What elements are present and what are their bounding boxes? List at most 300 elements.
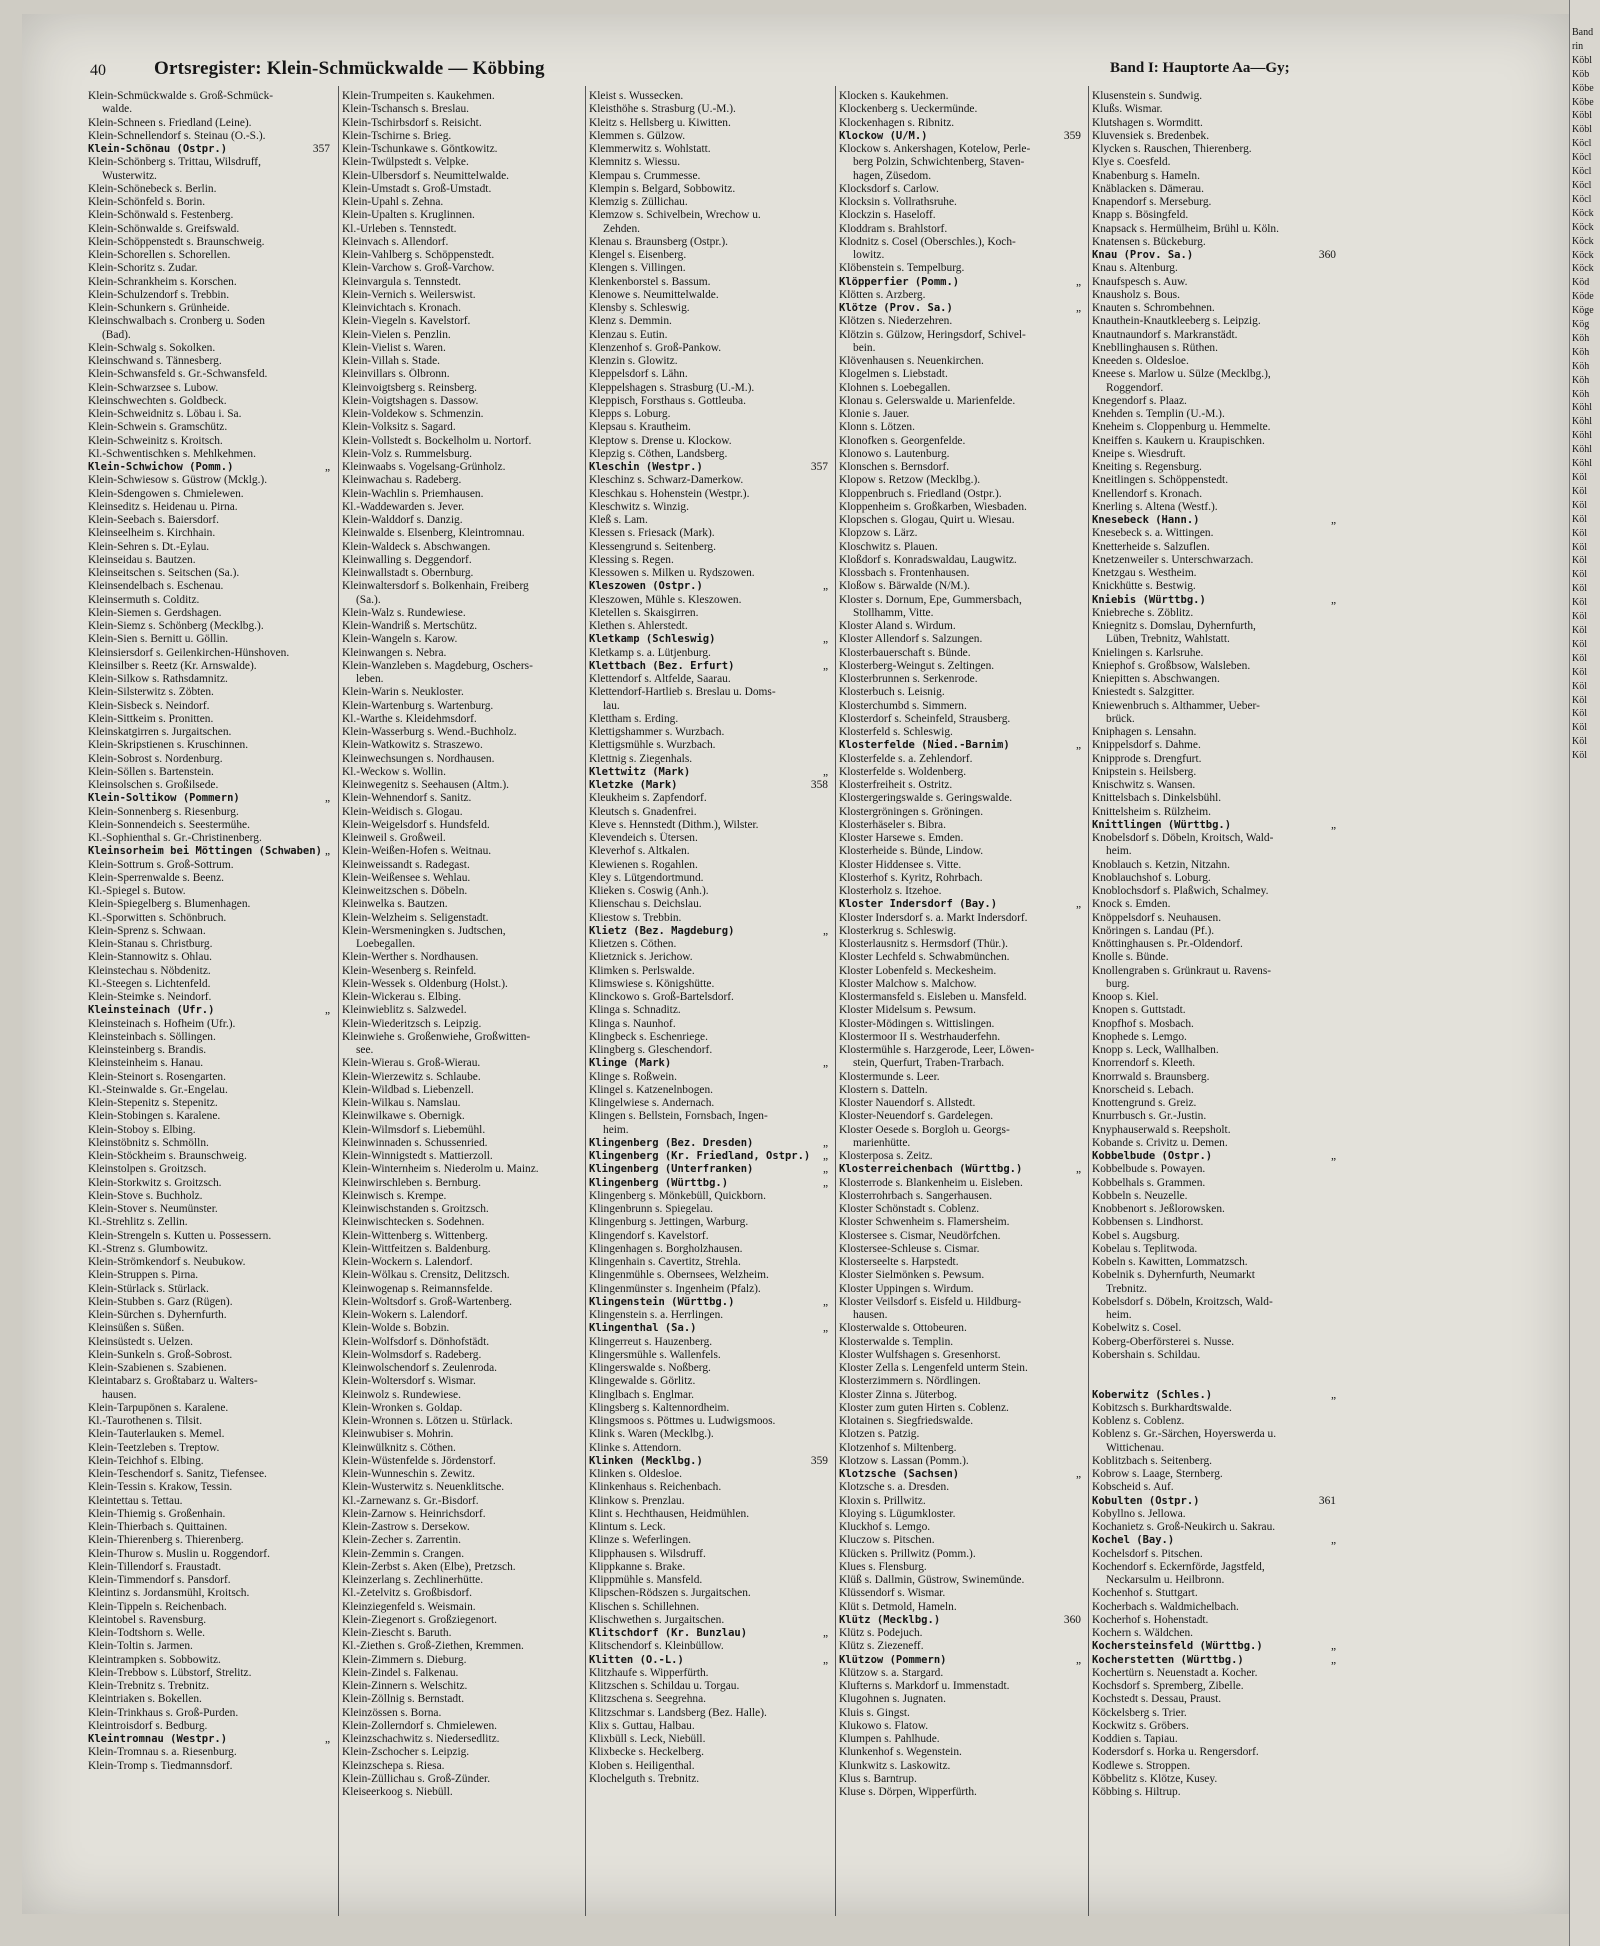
entry-text: Kloster Lobenfeld s. Meckesheim. bbox=[839, 964, 997, 977]
entry-text: Klingsberg s. Kaltennordheim. bbox=[589, 1401, 730, 1414]
index-entry bbox=[589, 978, 832, 991]
index-entry bbox=[589, 647, 832, 660]
entry-text: Klietznick s. Jerichow. bbox=[589, 951, 693, 964]
entry-text: Kleinschwechten s. Goldbeck. bbox=[88, 394, 227, 407]
index-entry bbox=[839, 832, 1085, 845]
index-entry bbox=[839, 1561, 1085, 1574]
entry-text: Klütz (Mecklbg.) bbox=[839, 1613, 941, 1626]
entry-text: Klein-Wersmeningken s. Judtschen, bbox=[342, 924, 506, 937]
entry-text: Kleinwischstanden s. Groitzsch. bbox=[342, 1203, 489, 1215]
page-reference: „ bbox=[1075, 1163, 1081, 1176]
index-entry bbox=[839, 806, 1085, 819]
entry-text: Klostergröningen s. Gröningen. bbox=[839, 805, 984, 818]
entry-text: Klunkenhof s. Wegenstein. bbox=[839, 1746, 962, 1759]
entry-text: Kloster s. Dornum, Epe, Gummersbach, bbox=[839, 593, 1022, 606]
entry-text: Kleinwangen s. Nebra. bbox=[342, 646, 447, 659]
entry-text: Klempin s. Belgard, Sobbowitz. bbox=[589, 182, 736, 195]
entry-text: Klye s. Coesfeld. bbox=[1092, 156, 1171, 169]
strip-fragment: Köl bbox=[1572, 485, 1587, 497]
index-entry bbox=[1092, 1601, 1340, 1614]
index-entry bbox=[88, 395, 334, 408]
entry-text: Klostermansfeld s. Eisleben u. Mansfeld. bbox=[839, 991, 1027, 1003]
index-entry bbox=[589, 1322, 832, 1335]
index-entry bbox=[839, 276, 1085, 289]
strip-fragment: Köb bbox=[1572, 68, 1590, 80]
strip-fragment: Köbl bbox=[1572, 124, 1592, 136]
page-reference: „ bbox=[822, 1322, 828, 1335]
entry-text: Kleszowen, Mühle s. Kleszowen. bbox=[589, 593, 742, 606]
entry-text: Klostermoor II s. Westrhauderfehn. bbox=[839, 1030, 1001, 1043]
entry-text: Klettigshammer s. Wurzbach. bbox=[589, 726, 725, 738]
index-entry bbox=[839, 1786, 1085, 1799]
entry-text: Klein-Wierau s. Groß-Wierau. bbox=[342, 1057, 481, 1070]
entry-text: Knollengraben s. Grünkraut u. Ravens- bbox=[1092, 964, 1272, 977]
index-entry bbox=[589, 1177, 832, 1190]
entry-text: Kochelsdorf s. Pitschen. bbox=[1092, 1547, 1203, 1560]
entry-text: Klugohnen s. Jugnaten. bbox=[839, 1693, 946, 1706]
index-entry bbox=[1092, 832, 1340, 845]
entry-text: Klein-Sdengowen s. Chmielewen. bbox=[88, 487, 244, 500]
index-entry bbox=[589, 1150, 832, 1163]
index-entry bbox=[342, 700, 582, 713]
index-entry bbox=[1092, 395, 1340, 408]
index-entry bbox=[1092, 991, 1340, 1004]
index-entry bbox=[589, 567, 832, 580]
entry-text: Kl.-Steinwalde s. Gr.-Engelau. bbox=[88, 1083, 228, 1096]
entry-text: (Sa.). bbox=[356, 593, 381, 606]
entry-text: Kleinweitzschen s. Döbeln. bbox=[342, 885, 468, 897]
entry-text: Klingenmühle s. Obernsees, Welzheim. bbox=[589, 1269, 769, 1282]
entry-text: Klein-Vahlberg s. Schöppenstedt. bbox=[342, 249, 495, 261]
entry-text: Klosterbauerschaft s. Bünde. bbox=[839, 646, 971, 659]
index-entry bbox=[1092, 329, 1340, 342]
entry-text: Klein-Stannowitz s. Ohlau. bbox=[88, 951, 213, 964]
index-entry bbox=[839, 1283, 1085, 1296]
entry-text: Klewienen s. Rogahlen. bbox=[589, 858, 698, 871]
index-entry bbox=[88, 1428, 334, 1441]
entry-text: Klockow s. Ankershagen, Kotelow, Perle- bbox=[839, 143, 1031, 155]
entry-text: Klonn s. Lötzen. bbox=[839, 421, 915, 434]
entry-text: Klein-Wasserburg s. Wend.-Buchholz. bbox=[342, 726, 517, 738]
index-entry bbox=[589, 673, 832, 686]
index-entry bbox=[342, 368, 582, 381]
entry-text: Kluckhof s. Lemgo. bbox=[839, 1521, 931, 1533]
index-entry bbox=[88, 673, 334, 686]
index-entry bbox=[839, 753, 1085, 766]
index-entry bbox=[839, 488, 1085, 501]
index-entry bbox=[1092, 1534, 1340, 1547]
index-entry bbox=[839, 1110, 1085, 1123]
entry-text: Kobelwitz s. Cosel. bbox=[1092, 1322, 1182, 1335]
index-entry bbox=[88, 1627, 334, 1640]
index-entry bbox=[1092, 1508, 1340, 1521]
index-entry bbox=[1092, 1402, 1340, 1415]
entry-text: Klein-Sürchen s. Dyhernfurth. bbox=[88, 1309, 227, 1321]
index-entry bbox=[1092, 1548, 1340, 1561]
index-entry bbox=[589, 1362, 832, 1375]
entry-text: stein, Querfurt, Traben-Trarbach. bbox=[853, 1057, 1005, 1070]
index-entry bbox=[1092, 488, 1340, 501]
index-entry bbox=[88, 1137, 334, 1150]
entry-text: Kobbelbude s. Powayen. bbox=[1092, 1163, 1206, 1176]
strip-fragment: Köhl bbox=[1572, 416, 1592, 428]
index-entry bbox=[88, 1521, 334, 1534]
entry-text: Kloppenheim s. Großkarben, Wiesbaden. bbox=[839, 500, 1027, 513]
index-entry bbox=[88, 1561, 334, 1574]
index-entry bbox=[88, 302, 334, 315]
entry-text: Klein-Wilmsdorf s. Liebemühl. bbox=[342, 1123, 486, 1136]
index-entry bbox=[1092, 117, 1340, 130]
entry-text: Klein-Walddorf s. Danzig. bbox=[342, 514, 463, 526]
entry-text: Knipprode s. Drengfurt. bbox=[1092, 752, 1202, 765]
index-entry bbox=[839, 289, 1085, 302]
index-entry bbox=[839, 1574, 1085, 1587]
entry-text: Knorrendorf s. Kleeth. bbox=[1092, 1057, 1196, 1070]
entry-text: Klotzsche s. a. Dresden. bbox=[839, 1481, 950, 1494]
index-entry bbox=[1092, 1362, 1340, 1375]
index-entry bbox=[342, 633, 582, 646]
index-entry bbox=[839, 1760, 1085, 1773]
entry-text: Knapp s. Bösingfeld. bbox=[1092, 209, 1189, 222]
entry-text: Knielingen s. Karlsruhe. bbox=[1092, 646, 1204, 659]
index-entry bbox=[839, 448, 1085, 461]
entry-text: Klein-Tschansch s. Breslau. bbox=[342, 103, 469, 116]
entry-text: Kleppelshagen s. Strasburg (U.-M.). bbox=[589, 381, 755, 394]
entry-text: Knatensen s. Bückeburg. bbox=[1092, 235, 1206, 248]
index-column-3 bbox=[589, 90, 832, 1920]
page-reference: „ bbox=[324, 461, 330, 473]
entry-text: Klingewalde s. Görlitz. bbox=[589, 1375, 696, 1388]
entry-text: Klein-Schwansfeld s. Gr.-Schwansfeld. bbox=[88, 368, 268, 381]
index-entry bbox=[342, 872, 582, 885]
index-entry bbox=[1092, 1084, 1340, 1097]
entry-text: Kleinschwalbach s. Cronberg u. Soden bbox=[88, 315, 265, 328]
entry-text: Kloster zum guten Hirten s. Coblenz. bbox=[839, 1401, 1009, 1414]
entry-text: Kleinsorheim bei Möttingen (Schwaben) bbox=[88, 845, 322, 858]
entry-text: Kleinstöbnitz s. Schmölln. bbox=[88, 1136, 209, 1149]
index-entry bbox=[839, 819, 1085, 832]
entry-text: Kochanietz s. Groß-Neukirch u. Sakrau. bbox=[1092, 1521, 1276, 1533]
index-entry bbox=[589, 1216, 832, 1229]
entry-text: Kleintromnau (Westpr.) bbox=[88, 1733, 228, 1745]
entry-text: Klosterrode s. Blankenheim u. Eisleben. bbox=[839, 1176, 1023, 1189]
page-reference: „ bbox=[1075, 1468, 1081, 1480]
entry-text: Klein-Sprenz s. Schwaan. bbox=[88, 924, 206, 937]
entry-text: Klein-Upalten s. Kruglinnen. bbox=[342, 209, 475, 222]
index-entry bbox=[589, 342, 832, 355]
index-entry bbox=[589, 395, 832, 408]
entry-text: Klockow (U/M.) bbox=[839, 129, 928, 142]
index-entry bbox=[1092, 1163, 1340, 1176]
index-entry bbox=[88, 567, 334, 580]
entry-text: Köckelsberg s. Trier. bbox=[1092, 1706, 1187, 1719]
index-entry bbox=[1092, 1018, 1340, 1031]
strip-fragment: Köcl bbox=[1572, 193, 1592, 205]
index-entry bbox=[342, 408, 582, 421]
entry-text: Kluis s. Gingst. bbox=[839, 1706, 910, 1719]
entry-text: Kloster Malchow s. Malchow. bbox=[839, 977, 977, 990]
index-entry bbox=[88, 156, 334, 169]
strip-fragment: Köcl bbox=[1572, 166, 1592, 178]
index-entry bbox=[1092, 1375, 1340, 1388]
entry-text: Klein-Todtshorn s. Welle. bbox=[88, 1627, 206, 1639]
index-entry bbox=[1092, 753, 1340, 766]
index-entry bbox=[839, 938, 1085, 951]
entry-text: Klein-Twülpstedt s. Velpke. bbox=[342, 156, 469, 169]
entry-text: Klein-Stürlack s. Stürlack. bbox=[88, 1282, 209, 1295]
entry-text: Klitschendorf s. Kleinbüllow. bbox=[589, 1640, 724, 1653]
index-entry bbox=[342, 1375, 582, 1388]
entry-text: Kleinstolpen s. Groitzsch. bbox=[88, 1163, 207, 1176]
index-entry bbox=[589, 249, 832, 262]
adjacent-page-edge bbox=[1569, 0, 1600, 1946]
entry-text: Kodlewe s. Stroppen. bbox=[1092, 1759, 1191, 1772]
index-entry bbox=[88, 1733, 334, 1746]
entry-text: Klein-Trebbow s. Lübstorf, Strelitz. bbox=[88, 1666, 252, 1679]
index-entry bbox=[88, 925, 334, 938]
entry-text: Kloßow s. Bärwalde (N/M.). bbox=[839, 580, 970, 593]
entry-text: Klettbach (Bez. Erfurt) bbox=[589, 659, 735, 672]
entry-text: Klötzen s. Niederzehren. bbox=[839, 315, 953, 328]
entry-text: Klenzenhof s. Groß-Pankow. bbox=[589, 341, 722, 354]
page-reference: „ bbox=[822, 659, 828, 672]
index-entry bbox=[589, 103, 832, 116]
index-entry bbox=[839, 872, 1085, 885]
index-entry bbox=[589, 925, 832, 938]
page-number: 40 bbox=[90, 62, 106, 79]
entry-text: Kneese s. Marlow u. Sülze (Mecklbg.), bbox=[1092, 368, 1271, 381]
entry-text: Kleinwaabs s. Vogelsang-Grünholz. bbox=[342, 461, 506, 473]
entry-text: Kl.-Zetelvitz s. Großbisdorf. bbox=[342, 1587, 473, 1600]
index-entry bbox=[589, 766, 832, 779]
index-entry bbox=[342, 925, 582, 938]
strip-fragment: Köbe bbox=[1572, 96, 1594, 108]
entry-text: Neckarsulm u. Heilbronn. bbox=[1106, 1574, 1225, 1586]
index-entry bbox=[839, 1667, 1085, 1680]
entry-text: Klunkwitz s. Laskowitz. bbox=[839, 1759, 951, 1772]
entry-text: Klienschau s. Deichslau. bbox=[589, 898, 702, 911]
index-entry bbox=[1092, 262, 1340, 275]
index-entry bbox=[839, 885, 1085, 898]
index-entry bbox=[1092, 90, 1340, 103]
index-entry bbox=[88, 1587, 334, 1600]
page-reference: „ bbox=[1330, 1640, 1336, 1653]
entry-text: Klücken s. Prillwitz (Pomm.). bbox=[839, 1547, 976, 1560]
entry-text: Knetterheide s. Salzuflen. bbox=[1092, 540, 1210, 553]
index-entry bbox=[589, 832, 832, 845]
index-entry bbox=[1092, 620, 1340, 633]
entry-text: Klingenstein (Württbg.) bbox=[589, 1295, 735, 1308]
index-entry bbox=[342, 1680, 582, 1693]
page-reference: „ bbox=[822, 1295, 828, 1308]
entry-text: Knetzenweiler s. Unterschwarzach. bbox=[1092, 553, 1254, 566]
entry-text: Kleinsilber s. Reetz (Kr. Arnswalde). bbox=[88, 659, 257, 672]
entry-text: Kleinsermuth s. Colditz. bbox=[88, 593, 200, 606]
index-entry bbox=[589, 713, 832, 726]
entry-text: Kleinseelheim s. Kirchhain. bbox=[88, 527, 216, 540]
entry-text: Klosterholz s. Itzehoe. bbox=[839, 885, 942, 897]
index-entry bbox=[839, 567, 1085, 580]
page-reference: 357 bbox=[810, 461, 828, 473]
entry-text: Kockwitz s. Gröbers. bbox=[1092, 1719, 1189, 1732]
entry-text: Kloying s. Lügumkloster. bbox=[839, 1507, 956, 1520]
entry-text: Klein-Weißen-Hofen s. Weitnau. bbox=[342, 845, 492, 858]
page-reference: „ bbox=[822, 1136, 828, 1149]
entry-text: Kniepitten s. Abschwangen. bbox=[1092, 673, 1220, 685]
index-column-2 bbox=[342, 90, 582, 1920]
entry-text: Klenau s. Braunsberg (Ostpr.). bbox=[589, 235, 728, 248]
index-entry bbox=[88, 1071, 334, 1084]
index-entry bbox=[839, 474, 1085, 487]
index-entry bbox=[1092, 1786, 1340, 1799]
index-entry bbox=[589, 753, 832, 766]
entry-text: Kleinwolschendorf s. Zeulenroda. bbox=[342, 1362, 497, 1374]
index-entry bbox=[88, 1031, 334, 1044]
index-entry bbox=[88, 342, 334, 355]
index-entry bbox=[589, 1574, 832, 1587]
strip-fragment: Köcl bbox=[1572, 138, 1592, 150]
entry-text: Klodnitz s. Cosel (Oberschles.), Koch- bbox=[839, 235, 1016, 248]
index-entry bbox=[1092, 209, 1340, 222]
entry-text: Klein-Strengeln s. Kutten u. Possessern. bbox=[88, 1229, 272, 1242]
index-entry bbox=[839, 236, 1085, 249]
strip-fragment: rin bbox=[1572, 40, 1584, 52]
index-entry bbox=[88, 554, 334, 567]
index-entry bbox=[342, 315, 582, 328]
index-entry bbox=[589, 938, 832, 951]
entry-text: Klonschen s. Bernsdorf. bbox=[839, 461, 950, 473]
strip-fragment: Köhl bbox=[1572, 444, 1592, 456]
entry-text: Klinga s. Naunhof. bbox=[589, 1017, 676, 1030]
index-entry bbox=[839, 1468, 1085, 1481]
entry-text: Köbbing s. Hiltrup. bbox=[1092, 1786, 1181, 1798]
index-entry bbox=[1092, 541, 1340, 554]
index-entry bbox=[589, 1468, 832, 1481]
entry-text: Kleinzössen s. Borna. bbox=[342, 1706, 442, 1719]
entry-text: Klockenberg s. Ueckermünde. bbox=[839, 103, 978, 116]
index-entry bbox=[342, 1018, 582, 1031]
entry-text: Kluvensiek s. Bredenbek. bbox=[1092, 129, 1210, 142]
index-entry bbox=[88, 594, 334, 607]
index-entry bbox=[88, 766, 334, 779]
page-reference: 361 bbox=[1318, 1494, 1336, 1507]
entry-text: Kleinwinnaden s. Schussenried. bbox=[342, 1136, 488, 1149]
page-reference: „ bbox=[822, 924, 828, 937]
entry-text: Klossbach s. Frontenhausen. bbox=[839, 567, 970, 579]
index-entry bbox=[839, 1256, 1085, 1269]
entry-text: Klein-Welzheim s. Seligenstadt. bbox=[342, 911, 489, 924]
page-reference: „ bbox=[324, 1004, 330, 1017]
entry-text: Klüß s. Dallmin, Güstrow, Swinemünde. bbox=[839, 1574, 1025, 1586]
entry-text: Kloxin s. Prillwitz. bbox=[839, 1494, 926, 1507]
index-entry bbox=[589, 1640, 832, 1653]
index-entry bbox=[1092, 1230, 1340, 1243]
entry-text: Kleinsteinbach s. Söllingen. bbox=[88, 1030, 216, 1043]
entry-text: Klußs. Wismar. bbox=[1092, 103, 1163, 116]
strip-fragment: Köl bbox=[1572, 750, 1587, 762]
entry-text: Kleinweissandt s. Radegast. bbox=[342, 858, 470, 871]
entry-text: Klein-Zarnow s. Heinrichsdorf. bbox=[342, 1507, 486, 1520]
entry-text: Kloster Harsewe s. Emden. bbox=[839, 832, 964, 844]
entry-text: Kleschin (Westpr.) bbox=[589, 461, 703, 473]
entry-text: Klövenhausen s. Neuenkirchen. bbox=[839, 355, 984, 367]
entry-text: Kl.-Strehlitz s. Zellin. bbox=[88, 1216, 188, 1229]
entry-text: Wusterwitz. bbox=[102, 169, 157, 182]
index-entry bbox=[342, 978, 582, 991]
entry-text: Kloster Veilsdorf s. Eisfeld u. Hildburg- bbox=[839, 1295, 1022, 1308]
entry-text: Kniestedt s. Salzgitter. bbox=[1092, 686, 1195, 699]
index-entry bbox=[589, 1097, 832, 1110]
index-entry bbox=[1092, 1336, 1340, 1349]
entry-text: Klein-Schönberg s. Trittau, Wilsdruff, bbox=[88, 156, 261, 169]
index-entry bbox=[839, 1057, 1085, 1070]
index-entry bbox=[839, 355, 1085, 368]
page-reference: „ bbox=[1075, 739, 1081, 752]
index-entry bbox=[342, 474, 582, 487]
entry-text: Klein-Trinkhaus s. Groß-Purden. bbox=[88, 1706, 239, 1719]
entry-text: Kleverhof s. Altkalen. bbox=[589, 845, 690, 858]
entry-text: Kneiffen s. Kaukern u. Kraupischken. bbox=[1092, 434, 1265, 447]
entry-text: Kleinsolschen s. Großilsede. bbox=[88, 779, 219, 791]
entry-text: Knauten s. Schrombehnen. bbox=[1092, 302, 1215, 314]
index-entry bbox=[342, 196, 582, 209]
entry-text: Kleinseditz s. Heidenau u. Pirna. bbox=[88, 500, 238, 513]
index-entry bbox=[88, 236, 334, 249]
entry-text: Knautnaundorf s. Markranstädt. bbox=[1092, 328, 1238, 341]
index-entry bbox=[88, 580, 334, 593]
entry-text: Klethen s. Ahlerstedt. bbox=[589, 620, 688, 632]
index-entry bbox=[839, 223, 1085, 236]
entry-text: Knopp s. Leck, Wallhalben. bbox=[1092, 1044, 1219, 1056]
index-entry bbox=[1092, 819, 1340, 832]
index-entry bbox=[589, 594, 832, 607]
index-entry bbox=[589, 898, 832, 911]
index-entry bbox=[589, 329, 832, 342]
entry-text: Klostermunde s. Leer. bbox=[839, 1070, 940, 1083]
entry-text: Kleinwilkawe s. Obernigk. bbox=[342, 1110, 465, 1123]
index-entry bbox=[342, 302, 582, 315]
index-entry bbox=[342, 1574, 582, 1587]
index-entry bbox=[589, 1402, 832, 1415]
entry-text: Klingenberg s. Mönkebüll, Quickborn. bbox=[589, 1189, 766, 1202]
index-entry bbox=[839, 700, 1085, 713]
index-entry bbox=[88, 1349, 334, 1362]
entry-text: Kl.-Strenz s. Glumbowitz. bbox=[88, 1242, 208, 1255]
index-entry bbox=[589, 1654, 832, 1667]
entry-text: Klepzig s. Cöthen, Landsberg. bbox=[589, 447, 728, 460]
index-entry bbox=[88, 223, 334, 236]
entry-text: Kliestow s. Trebbin. bbox=[589, 911, 682, 924]
entry-text: Klein-Zöllnig s. Bernstadt. bbox=[342, 1693, 465, 1706]
index-entry bbox=[589, 700, 832, 713]
entry-text: Klepps s. Loburg. bbox=[589, 408, 671, 420]
entry-text: Klengen s. Villingen. bbox=[589, 262, 686, 275]
entry-text bbox=[1092, 1362, 1095, 1374]
index-entry bbox=[1092, 474, 1340, 487]
index-entry bbox=[342, 355, 582, 368]
entry-text: Knäblacken s. Dämerau. bbox=[1092, 182, 1204, 195]
index-entry bbox=[589, 223, 832, 236]
index-entry bbox=[839, 408, 1085, 421]
entry-text: Klein-Stove s. Buchholz. bbox=[88, 1189, 203, 1202]
entry-text: Klein-Varchow s. Groß-Varchow. bbox=[342, 262, 495, 275]
index-entry bbox=[342, 223, 582, 236]
index-entry bbox=[1092, 1746, 1340, 1759]
index-entry bbox=[342, 594, 582, 607]
index-entry bbox=[839, 713, 1085, 726]
entry-text: Klotzen s. Patzig. bbox=[839, 1428, 920, 1441]
entry-text: Klohnen s. Loebegallen. bbox=[839, 381, 951, 394]
